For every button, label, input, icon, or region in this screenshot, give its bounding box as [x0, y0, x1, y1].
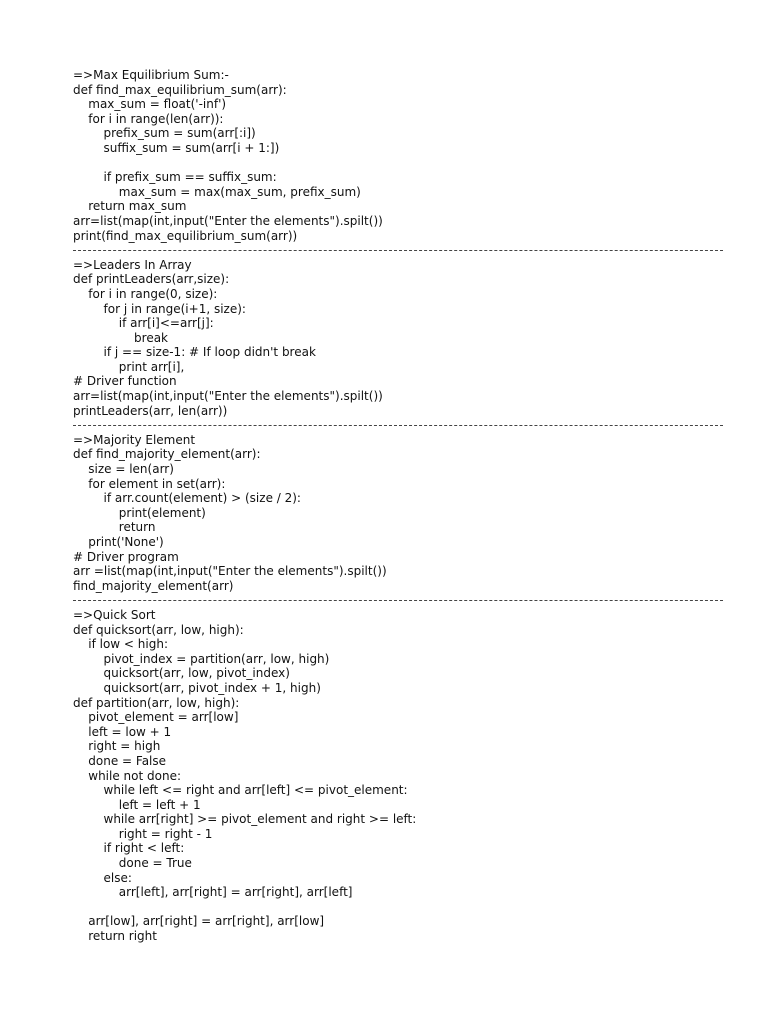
- code-line: if prefix_sum == suffix_sum:: [73, 170, 277, 185]
- section-heading: =>Max Equilibrium Sum:-: [73, 68, 229, 82]
- code-line: size = len(arr): [73, 462, 174, 477]
- section-heading: =>Leaders In Array: [73, 257, 192, 272]
- section-separator: [73, 243, 723, 258]
- code-line: [73, 900, 723, 915]
- code-line: pivot_element = arr[low]: [73, 710, 239, 725]
- code-line: if low < high:: [73, 637, 169, 652]
- code-line: print(element): [73, 505, 206, 520]
- section-separator: [73, 418, 723, 433]
- code-line: printLeaders(arr, len(arr)): [73, 403, 228, 418]
- code-line: left = left + 1: [73, 797, 201, 812]
- code-line: def partition(arr, low, high):: [73, 695, 240, 710]
- section-heading: =>Majority Element: [73, 432, 196, 447]
- code-section: [73, 608, 723, 944]
- code-line: # Driver function: [73, 374, 177, 389]
- code-line: return: [73, 520, 156, 535]
- code-line: for element in set(arr):: [73, 476, 226, 491]
- code-line: return right: [73, 929, 157, 944]
- code-line: break: [73, 330, 169, 345]
- code-line: quicksort(arr, pivot_index + 1, high): [73, 680, 321, 695]
- code-line: def find_max_equilibrium_sum(arr):: [73, 82, 287, 97]
- code-line: arr=list(map(int,input("Enter the elements").spilt()): [73, 389, 383, 404]
- code-line: return max_sum: [73, 199, 187, 214]
- code-line: if right < left:: [73, 841, 185, 856]
- code-line: for i in range(0, size):: [73, 286, 218, 301]
- code-line: if j == size-1: # If loop didn't break: [73, 345, 316, 360]
- code-line: for j in range(i+1, size):: [73, 301, 246, 316]
- code-line: [73, 156, 723, 171]
- code-line: else:: [73, 870, 132, 885]
- code-section: [73, 258, 723, 419]
- code-line: def quicksort(arr, low, high):: [73, 622, 244, 637]
- code-line: if arr[i]<=arr[j]:: [73, 316, 214, 331]
- code-line: while left <= right and arr[left] <= pivot_element:: [73, 783, 408, 798]
- code-line: def find_majority_element(arr):: [73, 447, 261, 462]
- code-line: # Driver program: [73, 549, 179, 564]
- code-line: while arr[right] >= pivot_element and right >= left:: [73, 812, 417, 827]
- code-line: for i in range(len(arr)):: [73, 111, 224, 126]
- document-body: [73, 68, 723, 944]
- code-line: suffix_sum = sum(arr[i + 1:]): [73, 140, 280, 155]
- code-line: print arr[i],: [73, 359, 185, 374]
- code-line: left = low + 1: [73, 724, 172, 739]
- code-line: def printLeaders(arr,size):: [73, 272, 230, 287]
- code-section: [73, 68, 723, 243]
- code-line: print('None'): [73, 535, 164, 549]
- code-line: done = False: [73, 753, 167, 768]
- section-heading: =>Quick Sort: [73, 607, 156, 622]
- section-separator: [73, 593, 723, 608]
- code-line: right = high: [73, 739, 161, 754]
- code-line: quicksort(arr, low, pivot_index): [73, 666, 290, 681]
- code-line: arr=list(map(int,input("Enter the elements").spilt()): [73, 213, 383, 228]
- code-line: right = right - 1: [73, 826, 213, 841]
- code-line: while not done:: [73, 768, 181, 783]
- code-line: arr[left], arr[right] = arr[right], arr[left]: [73, 885, 353, 900]
- code-line: arr =list(map(int,input("Enter the elements").spilt()): [73, 564, 387, 579]
- code-line: prefix_sum = sum(arr[:i]): [73, 126, 256, 141]
- code-line: arr[low], arr[right] = arr[right], arr[low]: [73, 914, 325, 929]
- code-line: print(find_max_equilibrium_sum(arr)): [73, 228, 298, 243]
- code-line: if arr.count(element) > (size / 2):: [73, 491, 301, 506]
- code-line: done = True: [73, 856, 192, 871]
- code-section: [73, 433, 723, 594]
- code-line: find_majority_element(arr): [73, 578, 234, 593]
- code-line: max_sum = float('-inf'): [73, 97, 227, 112]
- code-line: max_sum = max(max_sum, prefix_sum): [73, 184, 361, 199]
- code-line: pivot_index = partition(arr, low, high): [73, 651, 330, 666]
